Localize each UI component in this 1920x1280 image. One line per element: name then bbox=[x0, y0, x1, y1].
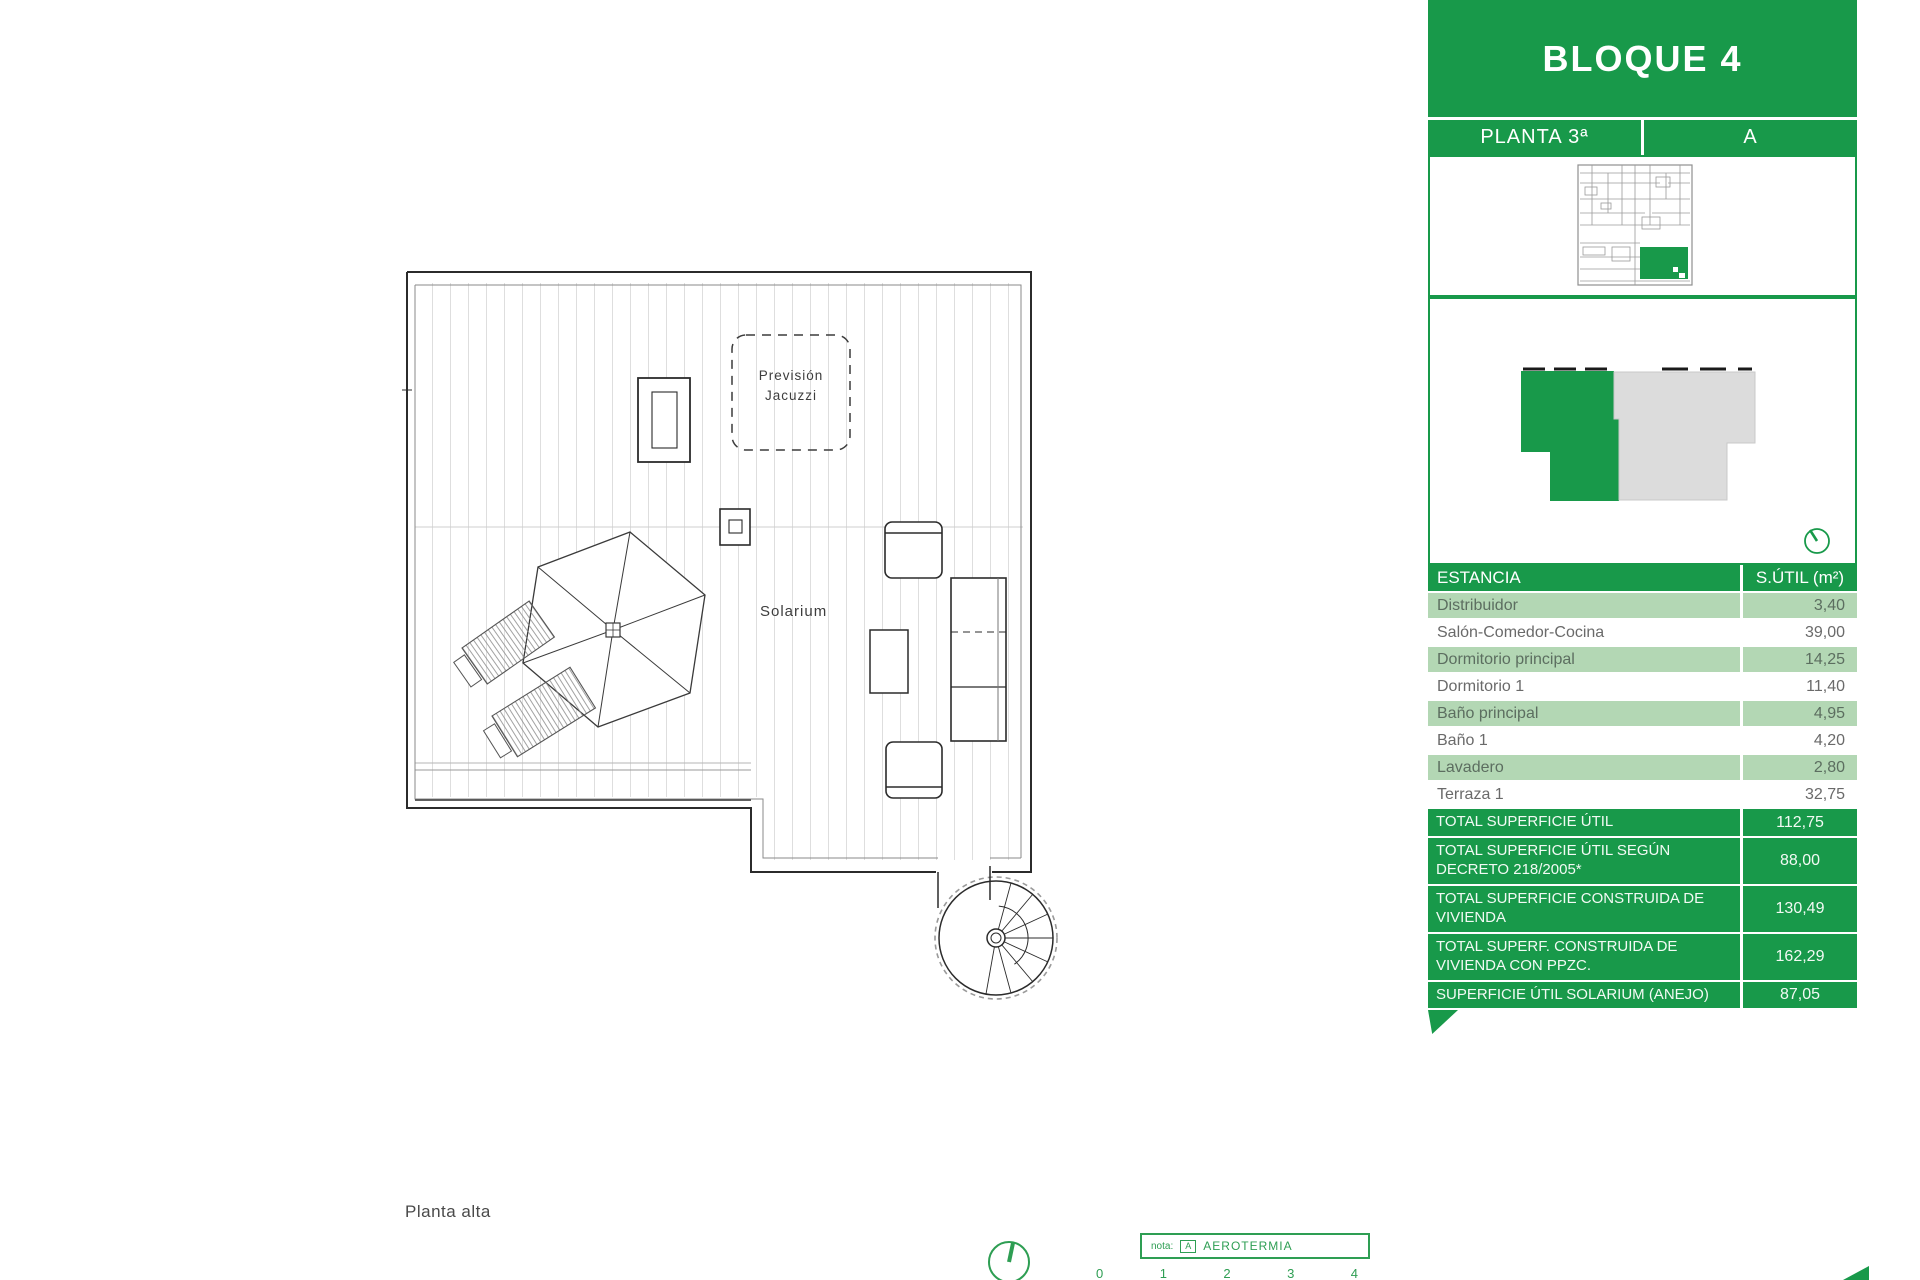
unit-highlight-shape bbox=[1521, 371, 1619, 501]
unit-massing-diagram bbox=[1430, 299, 1855, 563]
note-box bbox=[1140, 1233, 1370, 1259]
spiral-staircase bbox=[935, 866, 1057, 999]
block-title: BLOQUE 4 bbox=[1428, 0, 1857, 117]
col-estancia: ESTANCIA bbox=[1437, 568, 1521, 587]
floor-label: PLANTA 3ª bbox=[1428, 120, 1641, 155]
scale-tick: 3 bbox=[1287, 1266, 1295, 1280]
table-row: Dormitorio principal 14,25 bbox=[1428, 647, 1857, 674]
col-sutil: S.ÚTIL (m²) bbox=[1740, 565, 1857, 591]
floor-unit-row bbox=[1428, 120, 1857, 155]
table-row: Baño 1 4,20 bbox=[1428, 728, 1857, 755]
total-row: TOTAL SUPERFICIE CONSTRUIDA DE VIVIENDA 130,49 bbox=[1428, 886, 1857, 934]
unit-label: A bbox=[1644, 120, 1857, 155]
areas-table bbox=[1428, 565, 1857, 1010]
side-table bbox=[870, 630, 908, 693]
table-row: Baño principal 4,95 bbox=[1428, 701, 1857, 728]
jacuzzi-label: Previsión Jacuzzi bbox=[758, 368, 824, 403]
plan-caption: Planta alta bbox=[405, 1202, 491, 1221]
building-rest-shape bbox=[1614, 372, 1755, 500]
north-indicator-large bbox=[986, 1240, 1034, 1280]
table-row: Lavadero 2,80 bbox=[1428, 755, 1857, 782]
scale-tick: 2 bbox=[1223, 1266, 1231, 1280]
table-header-row bbox=[1428, 565, 1857, 593]
total-row: TOTAL SUPERF. CONSTRUIDA DE VIVIENDA CON PPZC. 162,29 bbox=[1428, 934, 1857, 982]
siteplan-thumbnail bbox=[1430, 157, 1855, 295]
total-row: TOTAL SUPERFICIE ÚTIL SEGÚN DECRETO 218/2005* 88,00 bbox=[1428, 838, 1857, 886]
total-row: TOTAL SUPERFICIE ÚTIL 112,75 bbox=[1428, 809, 1857, 838]
skylight bbox=[638, 378, 690, 462]
unit-info-panel bbox=[1428, 0, 1857, 1010]
total-row: SUPERFICIE ÚTIL SOLARIUM (ANEJO) 87,05 bbox=[1428, 982, 1857, 1010]
note-prefix: nota: bbox=[1151, 1240, 1174, 1252]
outdoor-lounger bbox=[951, 578, 1006, 741]
outdoor-chair-1 bbox=[885, 522, 942, 578]
solarium-label: Solarium bbox=[760, 603, 828, 620]
table-row: Salón-Comedor-Cocina 39,00 bbox=[1428, 620, 1857, 647]
outdoor-chair-2 bbox=[886, 742, 942, 798]
table-row: Distribuidor 3,40 bbox=[1428, 593, 1857, 620]
scale-tick: 4 bbox=[1350, 1266, 1358, 1280]
scale-tick: 1 bbox=[1159, 1266, 1167, 1280]
scale-bar-ticks bbox=[1096, 1266, 1358, 1280]
deck-post bbox=[720, 509, 750, 545]
note-key-badge: A bbox=[1180, 1240, 1196, 1253]
scale-tick: 0 bbox=[1096, 1266, 1104, 1280]
table-row: Terraza 1 32,75 bbox=[1428, 782, 1857, 809]
unit-diagram-box bbox=[1428, 297, 1857, 565]
siteplan-thumbnail-box bbox=[1428, 155, 1857, 297]
table-row: Dormitorio 1 11,40 bbox=[1428, 674, 1857, 701]
note-text: AEROTERMIA bbox=[1203, 1239, 1293, 1253]
north-indicator bbox=[1805, 529, 1829, 553]
